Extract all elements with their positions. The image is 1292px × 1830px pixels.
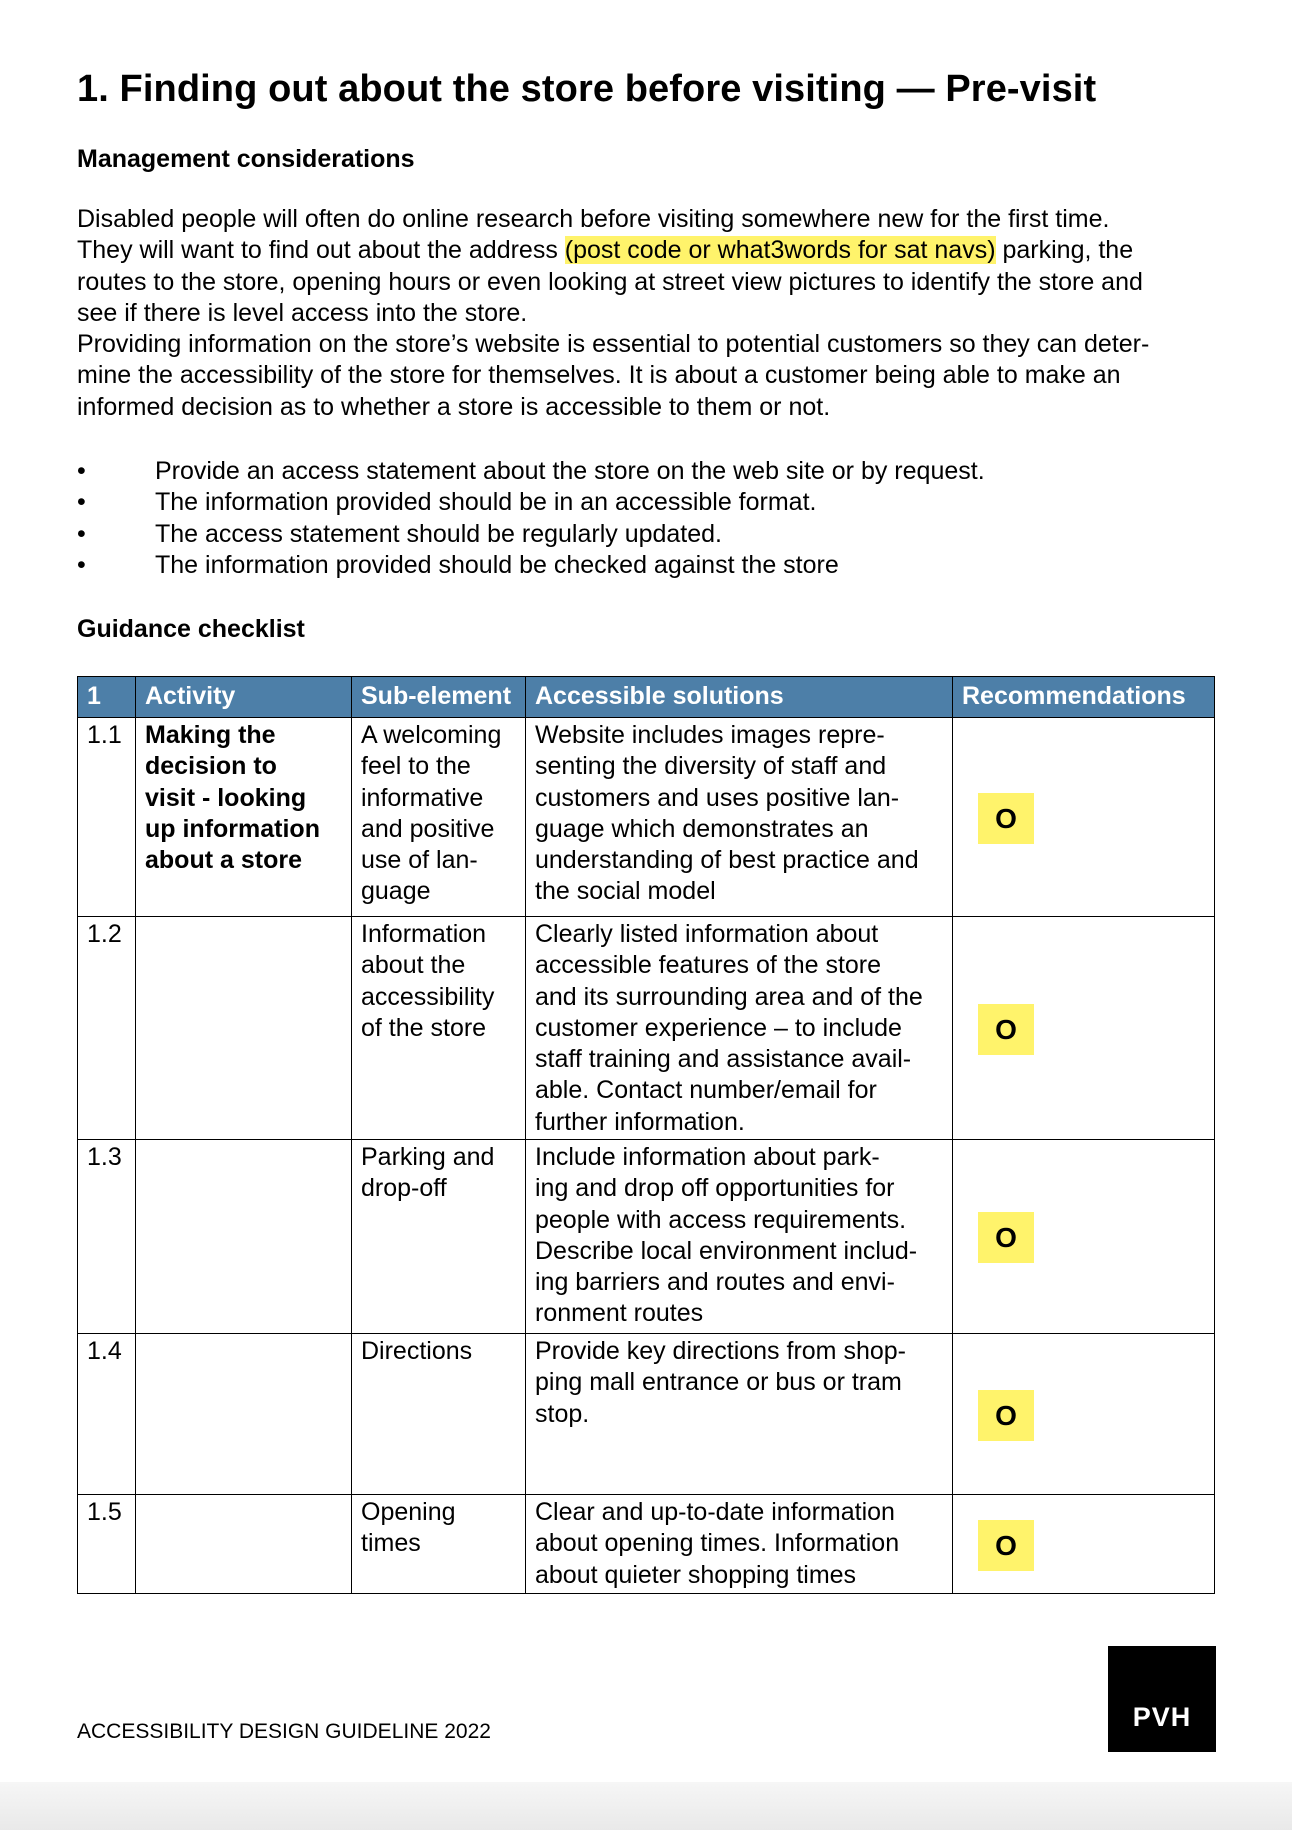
cell-line: guage which demonstrates an <box>535 814 869 843</box>
paragraph-line: mine the accessibility of the store for themselves. It is about a customer being able to make an <box>77 361 1121 390</box>
accessible-solution-cell <box>526 718 953 917</box>
table-row <box>78 1495 1215 1594</box>
footer-text: ACCESSIBILITY DESIGN GUIDELINE 2022 <box>77 1720 491 1743</box>
bullet-list <box>77 456 985 581</box>
cell-line: about opening times. Information <box>535 1529 900 1558</box>
cell-line: Parking and <box>361 1143 495 1171</box>
sub-element-cell <box>352 1334 526 1495</box>
viewer-bottom-margin <box>0 1782 1292 1830</box>
cell-line: drop-off <box>361 1174 447 1203</box>
header-sub-element: Sub-element <box>352 677 526 718</box>
row-number: 1.2 <box>78 917 136 1140</box>
activity-cell <box>136 718 352 917</box>
cell-line: times <box>361 1529 421 1558</box>
cell-line: understanding of best practice and <box>535 846 919 875</box>
bullet-dot: • <box>77 550 86 579</box>
header-accessible-solutions: Accessible solutions <box>526 677 953 718</box>
cell-line: guage <box>361 877 431 906</box>
cell-line: ping mall entrance or bus or tram <box>535 1368 902 1397</box>
activity-cell <box>136 917 352 1140</box>
cell-line: able. Contact number/email for <box>535 1076 877 1105</box>
bullet-item: • The information provided should be checked against the store <box>77 550 985 581</box>
accessible-solution-cell <box>526 1334 953 1495</box>
bullet-item: • The access statement should be regularly updated. <box>77 519 985 550</box>
paragraph-line: Disabled people will often do online research before visiting somewhere new for the first time. <box>77 205 1110 233</box>
cell-line: accessible features of the store <box>535 951 882 980</box>
header-activity: Activity <box>136 677 352 718</box>
cell-line: staff training and assistance avail- <box>535 1045 912 1074</box>
paragraph-line: routes to the store, opening hours or even looking at street view pictures to identify the store and <box>77 267 1143 296</box>
recommendation-cell <box>953 1140 1215 1334</box>
cell-line: Directions <box>361 1337 473 1365</box>
row-number: 1.3 <box>78 1140 136 1334</box>
cell-line: Describe local environment includ- <box>535 1236 918 1265</box>
recommendation-badge: O <box>978 1390 1034 1441</box>
accessible-solution-cell <box>526 1495 953 1594</box>
paragraph-line: Providing information on the store’s website is essential to potential customers so they can deter- <box>77 330 1150 359</box>
row-number: 1.4 <box>78 1334 136 1495</box>
header-recommendations: Recommendations <box>953 677 1215 718</box>
cell-line: visit - looking <box>145 783 307 812</box>
cell-line: customer experience – to include <box>535 1013 902 1042</box>
highlighted-text: (post code or what3words for sat navs) <box>564 236 996 265</box>
table-row <box>78 718 1215 917</box>
pvh-logo: PVH <box>1108 1646 1216 1752</box>
cell-line: accessibility <box>361 982 495 1011</box>
accessible-solution-cell <box>526 1140 953 1334</box>
table-row <box>78 1140 1215 1334</box>
cell-line: about the <box>361 951 466 980</box>
cell-line: people with access requirements. <box>535 1205 907 1234</box>
recommendation-badge: O <box>978 1212 1034 1263</box>
table-row <box>78 1334 1215 1495</box>
cell-line: Clearly listed information about <box>535 920 879 948</box>
cell-line: and its surrounding area and of the <box>535 982 923 1011</box>
cell-line: senting the diversity of staff and <box>535 752 887 781</box>
activity-cell <box>136 1495 352 1594</box>
cell-line: the social model <box>535 877 716 906</box>
bullet-item: • The information provided should be in an accessible format. <box>77 487 985 518</box>
sub-element-cell <box>352 1495 526 1594</box>
recommendation-cell <box>953 1334 1215 1495</box>
cell-line: A welcoming <box>361 721 502 749</box>
cell-line: ronment routes <box>535 1299 704 1328</box>
cell-line: stop. <box>535 1399 590 1428</box>
cell-line: customers and uses positive lan- <box>535 783 900 812</box>
guidance-heading: Guidance checklist <box>77 615 305 643</box>
bullet-dot: • <box>77 457 86 485</box>
cell-line: Clear and up-to-date information <box>535 1498 895 1526</box>
management-heading: Management considerations <box>77 145 415 173</box>
paragraph-line: They will want to find out about the address (post code or what3words for sat navs) parking, the <box>77 236 1134 265</box>
recommendation-badge: O <box>978 1520 1034 1571</box>
activity-cell <box>136 1334 352 1495</box>
page-title: 1. Finding out about the store before visiting — Pre-visit <box>77 68 1097 110</box>
bullet-dot: • <box>77 519 86 548</box>
recommendation-cell <box>953 1495 1215 1594</box>
cell-line: Provide key directions from shop- <box>535 1337 906 1365</box>
cell-line: Include information about park- <box>535 1143 880 1171</box>
bullet-dot: • <box>77 488 86 517</box>
activity-cell <box>136 1140 352 1334</box>
cell-line: up information <box>145 814 320 843</box>
table-row <box>78 917 1215 1140</box>
management-paragraph <box>77 204 1217 423</box>
recommendation-cell <box>953 917 1215 1140</box>
table-header-row <box>78 677 1215 718</box>
cell-line: and positive <box>361 814 495 843</box>
paragraph-line: see if there is level access into the store. <box>77 298 528 327</box>
cell-line: ing and drop off opportunities for <box>535 1174 895 1203</box>
cell-line: use of lan- <box>361 846 478 875</box>
cell-line: further information. <box>535 1107 745 1136</box>
cell-line: Making the <box>145 721 276 749</box>
row-number: 1.1 <box>78 718 136 917</box>
cell-line: about quieter shopping times <box>535 1560 857 1589</box>
cell-line: feel to the <box>361 752 471 781</box>
guidance-checklist-table <box>77 676 1215 1594</box>
cell-line: of the store <box>361 1013 487 1042</box>
cell-line: informative <box>361 783 484 812</box>
cell-line: ing barriers and routes and envi- <box>535 1268 895 1297</box>
cell-line: Website includes images repre- <box>535 721 885 749</box>
recommendation-badge: O <box>978 793 1034 844</box>
cell-line: decision to <box>145 752 277 781</box>
row-number: 1.5 <box>78 1495 136 1594</box>
sub-element-cell <box>352 1140 526 1334</box>
bullet-item: • Provide an access statement about the store on the web site or by request. <box>77 456 985 487</box>
cell-line: about a store <box>145 846 302 875</box>
cell-line: Information <box>361 920 487 948</box>
accessible-solution-cell <box>526 917 953 1140</box>
cell-line: Opening <box>361 1498 456 1526</box>
recommendation-cell <box>953 718 1215 917</box>
paragraph-line: informed decision as to whether a store is accessible to them or not. <box>77 392 831 421</box>
sub-element-cell <box>352 917 526 1140</box>
recommendation-badge: O <box>978 1004 1034 1055</box>
sub-element-cell <box>352 718 526 917</box>
header-number: 1 <box>78 677 136 718</box>
